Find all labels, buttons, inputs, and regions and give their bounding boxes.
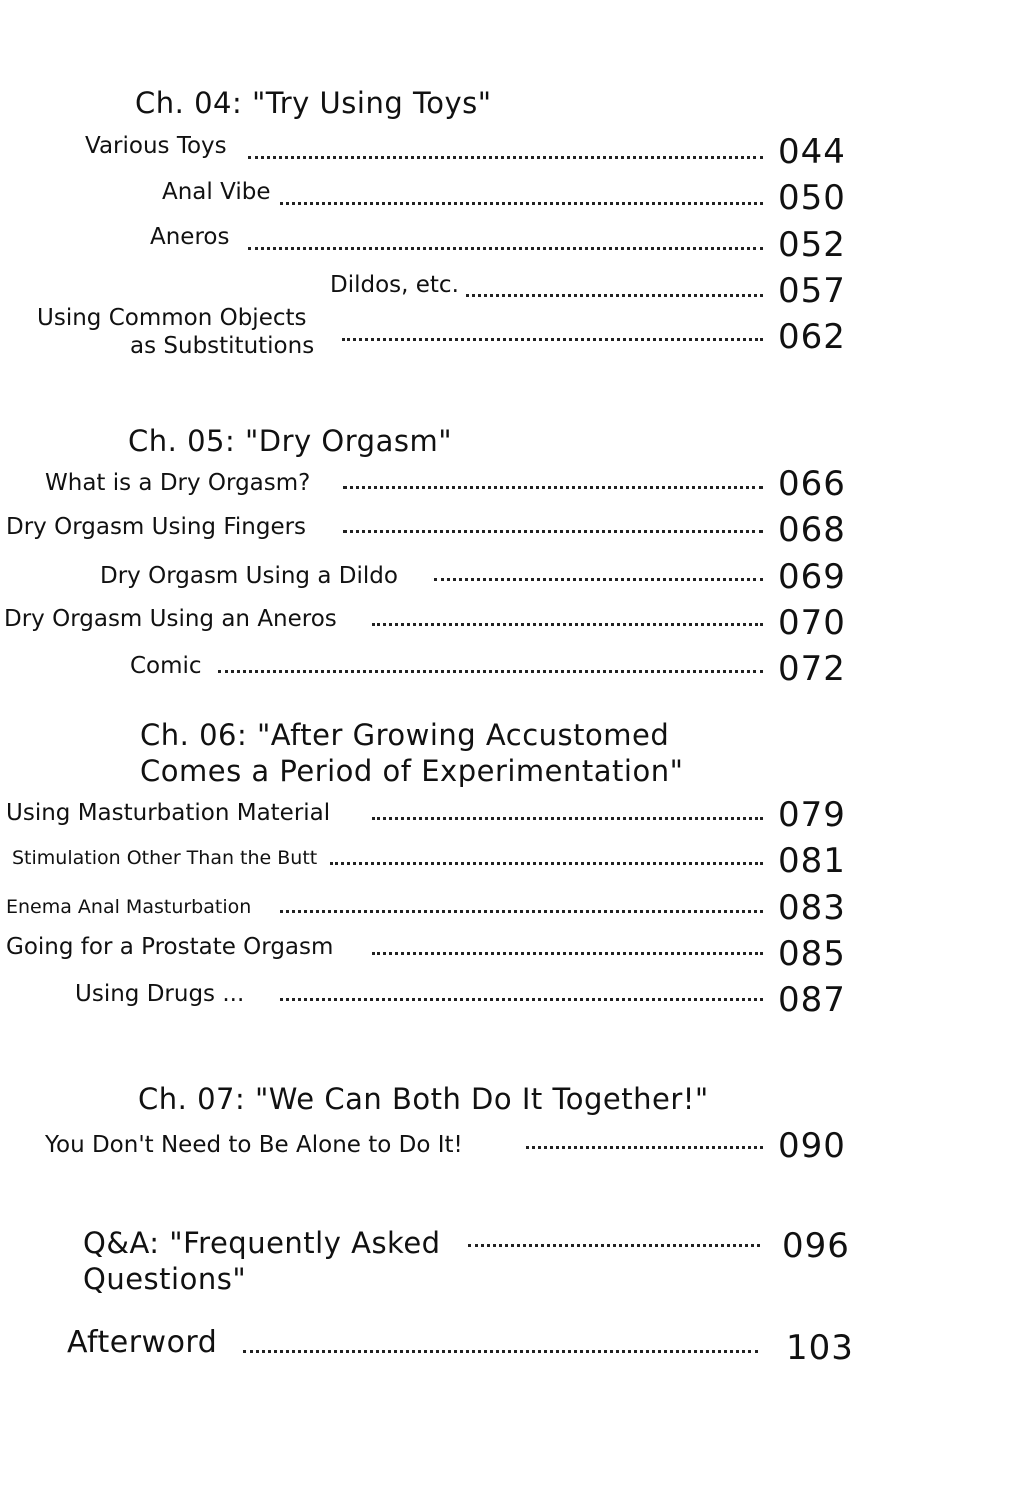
leader-dots [466,294,763,297]
page-number: 096 [782,1226,850,1266]
leader-dots [372,952,763,955]
page-number: 079 [778,795,846,835]
qa-title-continued: Questions" [83,1262,247,1296]
leader-dots [280,998,763,1001]
leader-dots [280,202,763,205]
toc-entry-label: Dry Orgasm Using Fingers [6,514,307,540]
page-number: 072 [778,649,846,689]
leader-dots [342,338,763,341]
page-number: 085 [778,934,846,974]
toc-entry-label: What is a Dry Orgasm? [45,470,311,496]
page-number: 068 [778,510,846,550]
leader-dots [468,1244,760,1247]
page-number: 103 [786,1328,854,1368]
toc-entry-label: Going for a Prostate Orgasm [6,934,334,960]
leader-dots [330,862,763,865]
leader-dots [526,1146,763,1149]
leader-dots [248,156,763,159]
toc-entry-label: You Don't Need to Be Alone to Do It! [45,1132,463,1158]
toc-entry-label: Using Common Objects [37,305,307,331]
leader-dots [218,670,763,673]
toc-entry-label: Using Drugs ... [75,981,245,1007]
leader-dots [343,486,763,489]
page-number: 087 [778,980,846,1020]
chapter-title: Ch. 05: "Dry Orgasm" [128,424,453,458]
toc-entry-label: Aneros [150,224,230,250]
leader-dots [434,578,763,581]
page-number: 083 [778,888,846,928]
qa-title: Q&A: "Frequently Asked [83,1226,441,1260]
toc-entry-label: Stimulation Other Than the Butt [12,847,318,869]
page-number: 066 [778,464,846,504]
leader-dots [243,1350,758,1353]
toc-entry-label: Enema Anal Masturbation [6,896,252,918]
leader-dots [280,910,763,913]
chapter-title: Ch. 04: "Try Using Toys" [135,86,492,120]
toc-entry-label: Comic [130,653,202,679]
page-number: 044 [778,132,846,172]
chapter-title-continued: Comes a Period of Experimentation" [140,754,684,788]
toc-entry-label: Various Toys [85,133,227,159]
toc-entry-label: Dry Orgasm Using an Aneros [4,606,337,632]
toc-entry-label: Anal Vibe [162,179,271,205]
toc-entry-label-continued: as Substitutions [130,333,315,359]
page-number: 050 [778,178,846,218]
afterword-title: Afterword [67,1325,218,1360]
toc-entry-label: Dildos, etc. [330,272,459,298]
chapter-title: Ch. 07: "We Can Both Do It Together!" [138,1082,709,1116]
leader-dots [372,817,763,820]
page-number: 090 [778,1126,846,1166]
page-number: 052 [778,225,846,265]
page-number: 081 [778,841,846,881]
page-number: 057 [778,271,846,311]
page-number: 069 [778,557,846,597]
page-number: 062 [778,317,846,357]
leader-dots [372,623,763,626]
leader-dots [248,247,763,250]
toc-entry-label: Dry Orgasm Using a Dildo [100,563,398,589]
toc-entry-label: Using Masturbation Material [6,800,331,826]
leader-dots [343,530,763,533]
page-number: 070 [778,603,846,643]
chapter-title: Ch. 06: "After Growing Accustomed [140,718,670,752]
